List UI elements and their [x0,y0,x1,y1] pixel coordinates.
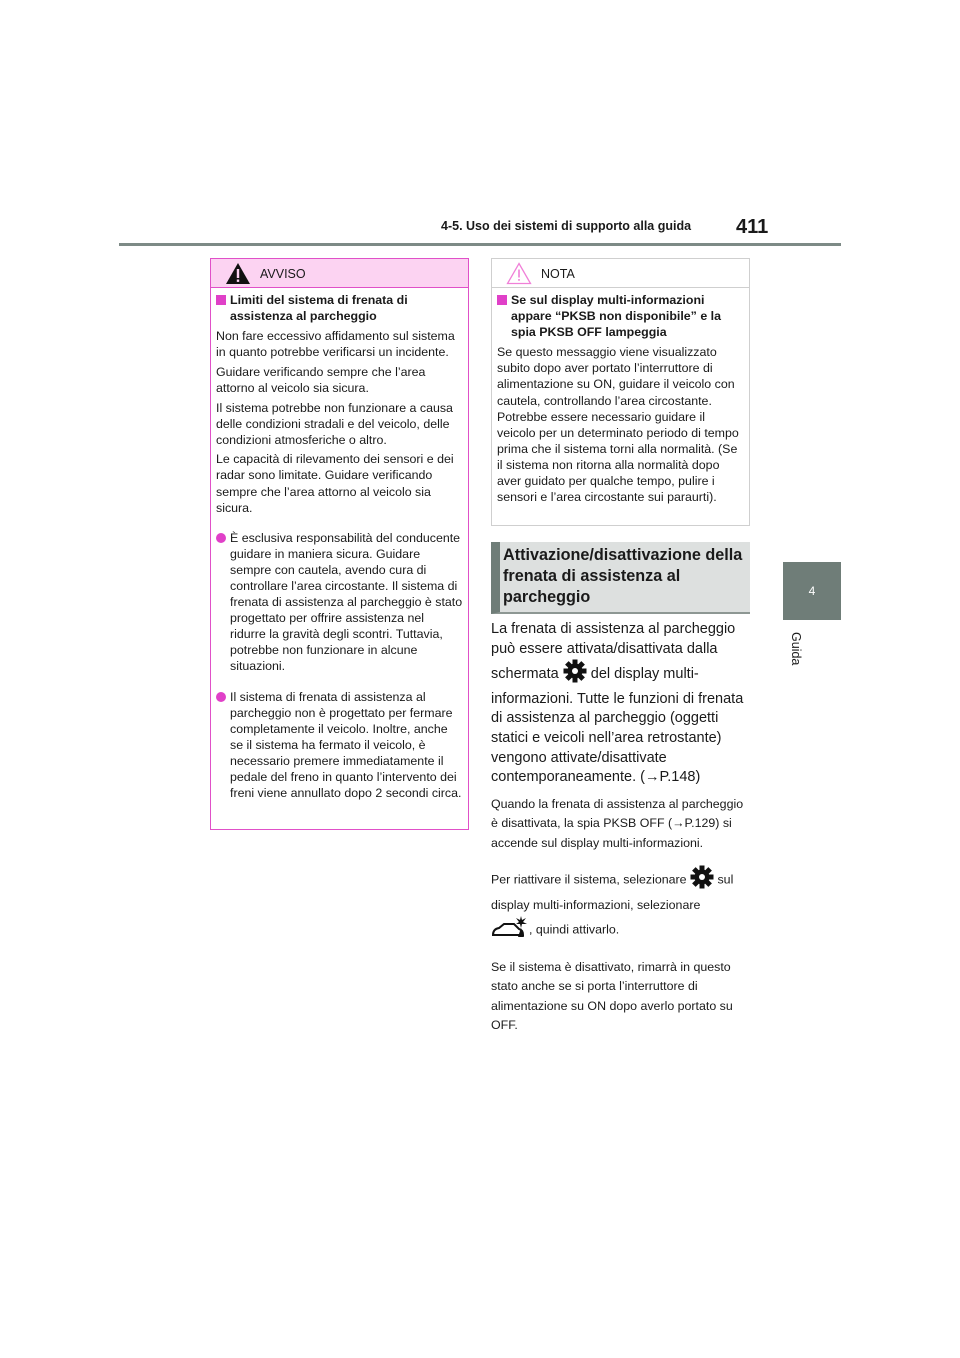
status-paragraph: Quando la frenata di assistenza al parcheggio è disattivata, la spia PKSB OFF (→P.129) si accende sul display multi-informazioni. [491,796,744,850]
chapter-tab[interactable] [783,562,841,620]
intro-text-a: La frenata di assistenza al parcheggio può essere attivata/disattivata dalla schermata [491,621,736,683]
warning-title: AVVISO [260,267,306,281]
parking-brake-car-icon [491,915,529,946]
gear-icon [690,865,714,896]
chapter-label: Guida [789,632,803,666]
warning-box [210,258,469,830]
section-body [491,620,753,1048]
note-subheading: Se sul display multi-informazioni appare “PKSB non disponibile” e la spia PKSB OFF lampeggia [497,292,744,340]
warning-header [211,259,468,288]
reactivate-text-a: Per riattivare il sistema, selezionare [491,872,687,887]
note-title: NOTA [541,267,575,281]
section-header: 4-5. Uso dei sistemi di supporto alla guida [441,219,692,233]
note-header [492,259,749,288]
warning-bullet: È esclusiva responsabilità del conducente guidare in maniera sicura. Guidare sempre con cautela, avendo cura di controllare l’area circostante. Il sistema di frenata di assistenza al parcheggio è stato progettato per offrire assistenza nel ridurre la gravità degli scontri. Tuttavia, potrebbe non funzionare in alcune situazioni. [216,530,463,675]
page-number: 411 [736,216,769,238]
chapter-number: 4 [808,584,816,598]
note-box [491,258,750,526]
section-heading: Attivazione/disattivazione della frenata di assistenza al parcheggio [491,542,750,614]
warning-paragraph: Non fare eccessivo affidamento sul sistema in quanto potrebbe verificarsi un incidente. [216,329,455,360]
reactivate-paragraph [491,865,753,946]
warning-subheading: Limiti del sistema di frenata di assistenza al parcheggio [216,292,463,324]
warning-paragraph: Le capacità di rilevamento dei sensori e dei radar sono limitate. Guidare verificando sempre che l’area attorno al veicolo sia sicura. [216,452,454,515]
warning-paragraph: Guidare verificando sempre che l’area attorno al veicolo sia sicura. [216,364,426,395]
caution-triangle-icon [506,262,532,285]
reactivate-text-b: sul display multi-informazioni, selezionare [491,872,734,912]
intro-text-b: del display multi-informazioni. Tutte le funzioni di frenata di assistenza al parcheggio (oggetti statici e veicoli nell’area retrostante) vengono attivate/disattivate contemporaneamente. (→P.148) [491,666,744,786]
warning-triangle-icon [225,262,251,285]
note-paragraph: Se questo messaggio viene visualizzato subito dopo aver portato l’interruttore di alimentazione su ON, guidare il veicolo con cautela, controllando l’area circostante. Potrebbe essere necessario guidare il veicolo per un determinato periodo di tempo prima che il sistema torni alla normalità. (Se il sistema non ritorna alla normalità dopo aver guidato per qualche tempo, pulire i sensori e l’area circostante sui paraurti). [497,345,739,505]
intro-paragraph [491,620,753,788]
warning-bullet: Il sistema di frenata di assistenza al parcheggio non è progettato per fermare completamente il veicolo. Inoltre, anche se il sistema ha fermato il veicolo, è necessario premere immediatamente il pedale del freno in quanto l’intervento dei freni viene annullato dopo 2 secondi circa. [216,689,463,802]
persistence-paragraph: Se il sistema è disattivato, rimarrà in questo stato anche se si porta l’interruttore di alimentazione su ON dopo averlo portato su OFF. [491,959,733,1033]
reactivate-text-c: , quindi attivarlo. [529,922,620,937]
header-rule [119,243,841,246]
gear-icon [563,659,587,690]
warning-paragraph: Il sistema potrebbe non funzionare a causa delle condizioni stradali e del veicolo, delle condizioni atmosferiche o altro. [216,400,453,447]
